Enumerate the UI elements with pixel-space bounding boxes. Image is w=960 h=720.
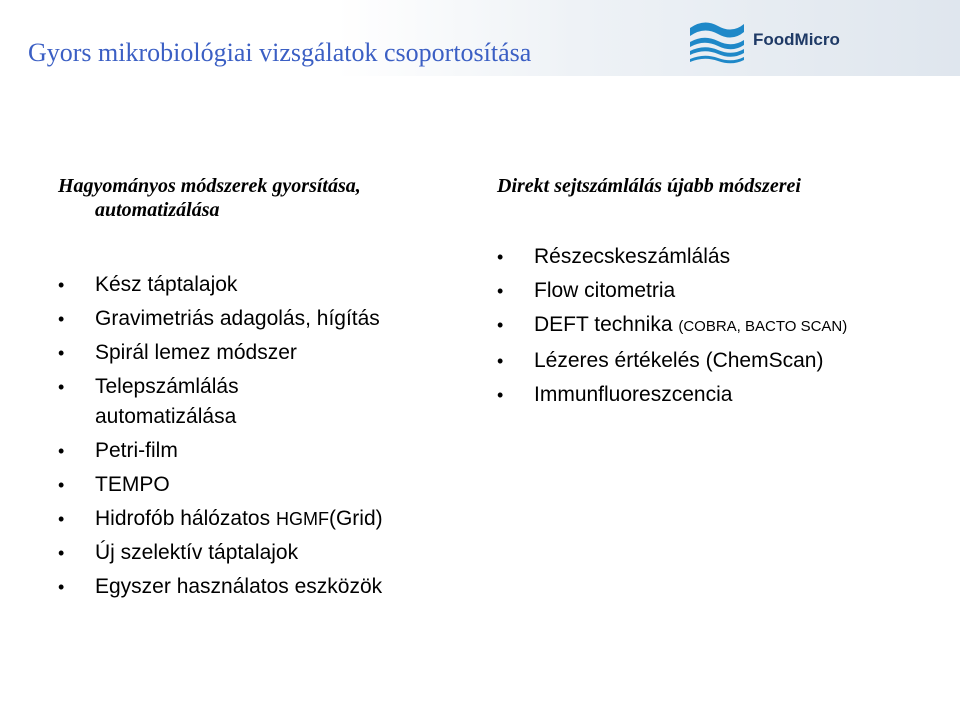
slide-title: Gyors mikrobiológiai vizsgálatok csoportosítása xyxy=(28,38,532,67)
list-item: • Flow citometria xyxy=(497,274,937,308)
left-heading-line1: Hagyományos módszerek gyorsítása, xyxy=(58,175,361,197)
bullet-icon: • xyxy=(58,441,65,461)
list-item: • Hidrofób hálózatos HGMF(Grid) xyxy=(58,502,478,536)
bullet-icon: • xyxy=(497,385,504,405)
bullet-icon: • xyxy=(58,577,65,597)
list-item: • Gravimetriás adagolás, hígítás xyxy=(58,302,478,336)
right-column-heading: Direkt sejtszámlálás újabb módszerei xyxy=(497,175,801,197)
list-item: • Részecskeszámlálás xyxy=(497,240,937,274)
list-item: • Lézeres értékelés (ChemScan) xyxy=(497,344,937,378)
list-item: • Új szelektív táptalajok xyxy=(58,536,478,570)
bullet-icon: • xyxy=(58,275,65,295)
left-column-heading xyxy=(58,174,478,222)
list-item: • TEMPO xyxy=(58,468,478,502)
wave-logo-icon xyxy=(686,14,748,66)
list-item: • Egyszer használatos eszközök xyxy=(58,570,478,604)
list-item: • Telepszámlálás automatizálása xyxy=(58,370,478,434)
bullet-icon: • xyxy=(58,509,65,529)
list-item: • Immunfluoreszcencia xyxy=(497,378,937,412)
right-bullet-list xyxy=(497,240,937,412)
list-item: • Spirál lemez módszer xyxy=(58,336,478,370)
bullet-icon: • xyxy=(58,475,65,495)
bullet-icon: • xyxy=(58,543,65,563)
bullet-icon: • xyxy=(497,315,504,335)
left-heading-line2: automatizálása xyxy=(95,199,220,221)
bullet-icon: • xyxy=(497,351,504,371)
list-item: • Petri-film xyxy=(58,434,478,468)
bullet-icon: • xyxy=(58,343,65,363)
list-item: • DEFT technika (COBRA, BACTO SCAN) xyxy=(497,308,937,344)
bullet-icon: • xyxy=(58,377,65,397)
bullet-icon: • xyxy=(497,281,504,301)
foodmicro-logo xyxy=(686,14,858,66)
list-item: • Kész táptalajok xyxy=(58,268,478,302)
bullet-icon: • xyxy=(58,309,65,329)
left-bullet-list xyxy=(58,268,478,604)
bullet-icon: • xyxy=(497,247,504,267)
logo-text: FoodMicro xyxy=(753,30,840,49)
